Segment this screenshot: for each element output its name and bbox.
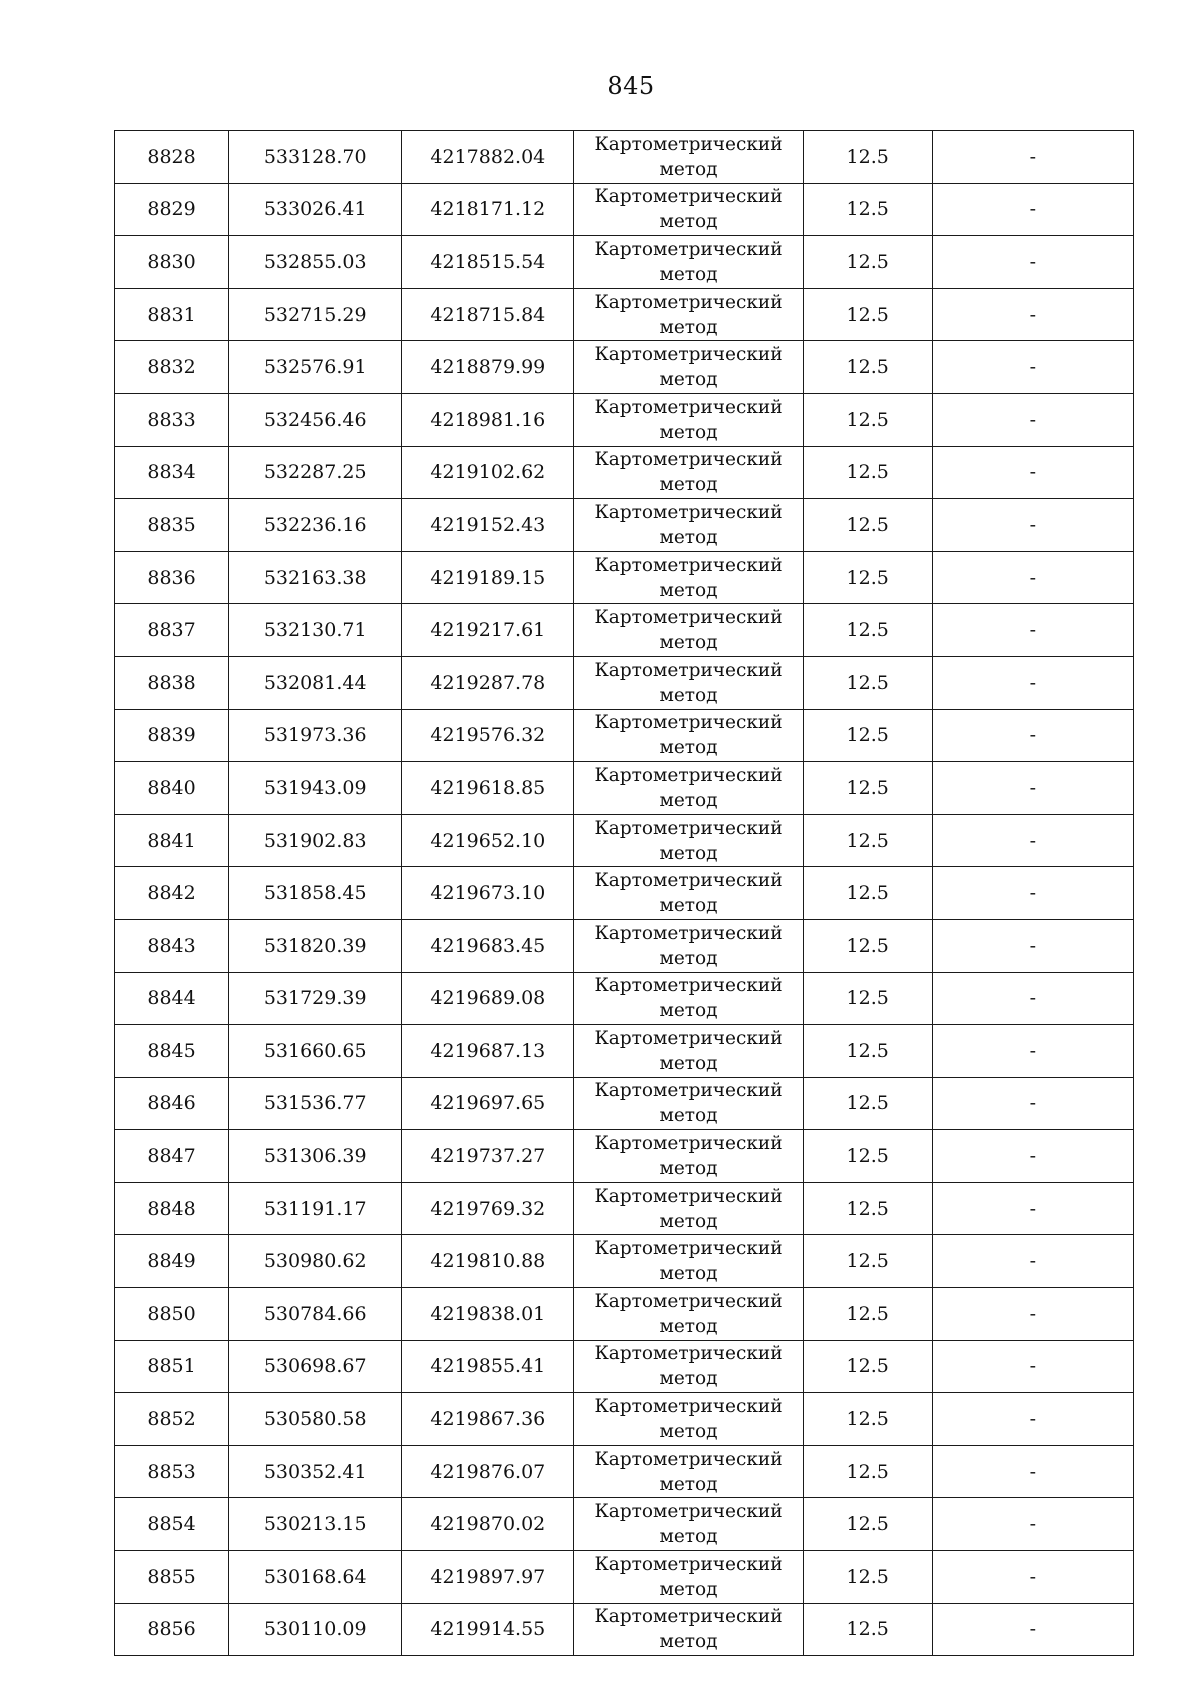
- x-coordinate-cell: 532163.38: [229, 551, 402, 604]
- point-number-cell: 8833: [115, 393, 229, 446]
- table-row: [115, 1603, 1134, 1656]
- method-line-2: метод: [659, 1000, 718, 1022]
- method-line-1: Картометрический: [594, 1343, 783, 1365]
- method-line-2: метод: [659, 421, 718, 443]
- method-line-2: метод: [659, 1263, 718, 1285]
- x-coordinate-cell: 530580.58: [229, 1393, 402, 1446]
- x-coordinate-cell: 532287.25: [229, 446, 402, 499]
- note-cell: -: [932, 1603, 1133, 1656]
- point-number-cell: 8842: [115, 867, 229, 920]
- table-row: [115, 656, 1134, 709]
- y-coordinate-cell: 4219217.61: [402, 604, 574, 657]
- method-line-1: Картометрический: [594, 1080, 783, 1102]
- method-line-2: метод: [659, 1631, 718, 1653]
- y-coordinate-cell: 4218981.16: [402, 393, 574, 446]
- y-coordinate-cell: 4219687.13: [402, 1025, 574, 1078]
- y-coordinate-cell: 4218879.99: [402, 341, 574, 394]
- point-number-cell: 8855: [115, 1551, 229, 1604]
- accuracy-cell: 12.5: [803, 1498, 932, 1551]
- method-line-1: Картометрический: [594, 1448, 783, 1470]
- method-line-1: Картометрический: [594, 449, 783, 471]
- method-line-2: метод: [659, 1105, 718, 1127]
- point-number-cell: 8828: [115, 131, 229, 184]
- y-coordinate-cell: 4219769.32: [402, 1182, 574, 1235]
- accuracy-cell: 12.5: [803, 1288, 932, 1341]
- method-line-1: Картометрический: [594, 291, 783, 313]
- point-number-cell: 8841: [115, 814, 229, 867]
- y-coordinate-cell: 4219689.08: [402, 972, 574, 1025]
- table-row: [115, 1551, 1134, 1604]
- x-coordinate-cell: 531943.09: [229, 762, 402, 815]
- method-line-1: Картометрический: [594, 238, 783, 260]
- table-row: [115, 236, 1134, 289]
- method-line-1: Картометрический: [594, 1553, 783, 1575]
- x-coordinate-cell: 530698.67: [229, 1340, 402, 1393]
- point-number-cell: 8832: [115, 341, 229, 394]
- y-coordinate-cell: 4219697.65: [402, 1077, 574, 1130]
- table-row: [115, 1445, 1134, 1498]
- point-number-cell: 8854: [115, 1498, 229, 1551]
- point-number-cell: 8848: [115, 1182, 229, 1235]
- table-row: [115, 1498, 1134, 1551]
- note-cell: -: [932, 1130, 1133, 1183]
- method-cell: [574, 762, 803, 815]
- note-cell: -: [932, 1025, 1133, 1078]
- accuracy-cell: 12.5: [803, 709, 932, 762]
- method-line-1: Картометрический: [594, 344, 783, 366]
- y-coordinate-cell: 4219855.41: [402, 1340, 574, 1393]
- x-coordinate-cell: 531191.17: [229, 1182, 402, 1235]
- method-line-1: Картометрический: [594, 922, 783, 944]
- x-coordinate-cell: 532855.03: [229, 236, 402, 289]
- method-line-1: Картометрический: [594, 870, 783, 892]
- table-row: [115, 288, 1134, 341]
- point-number-cell: 8843: [115, 919, 229, 972]
- x-coordinate-cell: 530352.41: [229, 1445, 402, 1498]
- y-coordinate-cell: 4218715.84: [402, 288, 574, 341]
- note-cell: -: [932, 393, 1133, 446]
- table-row: [115, 1182, 1134, 1235]
- method-cell: [574, 1130, 803, 1183]
- method-cell: [574, 1235, 803, 1288]
- method-line-2: метод: [659, 158, 718, 180]
- table-row: [115, 604, 1134, 657]
- method-line-1: Картометрический: [594, 1290, 783, 1312]
- method-line-2: метод: [659, 1052, 718, 1074]
- method-line-1: Картометрический: [594, 1501, 783, 1523]
- accuracy-cell: 12.5: [803, 131, 932, 184]
- note-cell: -: [932, 1288, 1133, 1341]
- method-line-1: Картометрический: [594, 764, 783, 786]
- point-number-cell: 8850: [115, 1288, 229, 1341]
- method-cell: [574, 1182, 803, 1235]
- method-line-1: Картометрический: [594, 133, 783, 155]
- point-number-cell: 8846: [115, 1077, 229, 1130]
- y-coordinate-cell: 4219618.85: [402, 762, 574, 815]
- y-coordinate-cell: 4219914.55: [402, 1603, 574, 1656]
- y-coordinate-cell: 4219102.62: [402, 446, 574, 499]
- method-line-2: метод: [659, 1421, 718, 1443]
- accuracy-cell: 12.5: [803, 183, 932, 236]
- method-cell: [574, 393, 803, 446]
- method-line-2: метод: [659, 632, 718, 654]
- y-coordinate-cell: 4219683.45: [402, 919, 574, 972]
- method-line-2: метод: [659, 1210, 718, 1232]
- accuracy-cell: 12.5: [803, 762, 932, 815]
- note-cell: -: [932, 1551, 1133, 1604]
- note-cell: -: [932, 1340, 1133, 1393]
- table-row: [115, 972, 1134, 1025]
- method-line-1: Картометрический: [594, 607, 783, 629]
- method-cell: [574, 867, 803, 920]
- y-coordinate-cell: 4219673.10: [402, 867, 574, 920]
- point-number-cell: 8830: [115, 236, 229, 289]
- method-line-1: Картометрический: [594, 1185, 783, 1207]
- table-row: [115, 814, 1134, 867]
- y-coordinate-cell: 4219189.15: [402, 551, 574, 604]
- method-cell: [574, 1025, 803, 1078]
- y-coordinate-cell: 4217882.04: [402, 131, 574, 184]
- y-coordinate-cell: 4219867.36: [402, 1393, 574, 1446]
- table-body: [115, 131, 1134, 1656]
- method-line-1: Картометрический: [594, 1238, 783, 1260]
- method-cell: [574, 1551, 803, 1604]
- table-row: [115, 1393, 1134, 1446]
- note-cell: -: [932, 131, 1133, 184]
- x-coordinate-cell: 531902.83: [229, 814, 402, 867]
- method-cell: [574, 656, 803, 709]
- accuracy-cell: 12.5: [803, 814, 932, 867]
- point-number-cell: 8840: [115, 762, 229, 815]
- point-number-cell: 8836: [115, 551, 229, 604]
- note-cell: -: [932, 1235, 1133, 1288]
- point-number-cell: 8845: [115, 1025, 229, 1078]
- note-cell: -: [932, 972, 1133, 1025]
- method-cell: [574, 236, 803, 289]
- method-line-1: Картометрический: [594, 659, 783, 681]
- method-line-1: Картометрический: [594, 1606, 783, 1628]
- point-number-cell: 8831: [115, 288, 229, 341]
- table-row: [115, 551, 1134, 604]
- x-coordinate-cell: 531660.65: [229, 1025, 402, 1078]
- method-line-1: Картометрический: [594, 396, 783, 418]
- x-coordinate-cell: 531306.39: [229, 1130, 402, 1183]
- point-number-cell: 8839: [115, 709, 229, 762]
- x-coordinate-cell: 530784.66: [229, 1288, 402, 1341]
- accuracy-cell: 12.5: [803, 1025, 932, 1078]
- note-cell: -: [932, 499, 1133, 552]
- table-row: [115, 1025, 1134, 1078]
- method-cell: [574, 341, 803, 394]
- accuracy-cell: 12.5: [803, 499, 932, 552]
- method-line-1: Картометрический: [594, 1133, 783, 1155]
- table-row: [115, 183, 1134, 236]
- method-line-1: Картометрический: [594, 1396, 783, 1418]
- accuracy-cell: 12.5: [803, 393, 932, 446]
- accuracy-cell: 12.5: [803, 604, 932, 657]
- method-line-2: метод: [659, 211, 718, 233]
- method-line-2: метод: [659, 842, 718, 864]
- x-coordinate-cell: 531973.36: [229, 709, 402, 762]
- accuracy-cell: 12.5: [803, 236, 932, 289]
- note-cell: -: [932, 1393, 1133, 1446]
- accuracy-cell: 12.5: [803, 919, 932, 972]
- accuracy-cell: 12.5: [803, 972, 932, 1025]
- method-cell: [574, 1288, 803, 1341]
- note-cell: -: [932, 867, 1133, 920]
- method-line-2: метод: [659, 579, 718, 601]
- method-line-2: метод: [659, 316, 718, 338]
- note-cell: -: [932, 1498, 1133, 1551]
- method-line-2: метод: [659, 947, 718, 969]
- x-coordinate-cell: 532715.29: [229, 288, 402, 341]
- method-cell: [574, 131, 803, 184]
- method-line-2: метод: [659, 526, 718, 548]
- method-line-1: Картометрический: [594, 817, 783, 839]
- y-coordinate-cell: 4219838.01: [402, 1288, 574, 1341]
- table-row: [115, 499, 1134, 552]
- page-number: 845: [607, 72, 655, 100]
- accuracy-cell: 12.5: [803, 1340, 932, 1393]
- note-cell: -: [932, 446, 1133, 499]
- note-cell: -: [932, 604, 1133, 657]
- accuracy-cell: 12.5: [803, 656, 932, 709]
- accuracy-cell: 12.5: [803, 288, 932, 341]
- method-cell: [574, 604, 803, 657]
- accuracy-cell: 12.5: [803, 551, 932, 604]
- method-line-2: метод: [659, 1158, 718, 1180]
- note-cell: -: [932, 341, 1133, 394]
- point-number-cell: 8853: [115, 1445, 229, 1498]
- x-coordinate-cell: 530168.64: [229, 1551, 402, 1604]
- table-row: [115, 709, 1134, 762]
- point-number-cell: 8849: [115, 1235, 229, 1288]
- x-coordinate-cell: 532130.71: [229, 604, 402, 657]
- y-coordinate-cell: 4219810.88: [402, 1235, 574, 1288]
- method-line-2: метод: [659, 1473, 718, 1495]
- point-number-cell: 8856: [115, 1603, 229, 1656]
- table-row: [115, 1288, 1134, 1341]
- method-line-2: метод: [659, 474, 718, 496]
- method-line-1: Картометрический: [594, 554, 783, 576]
- x-coordinate-cell: 531858.45: [229, 867, 402, 920]
- note-cell: -: [932, 1077, 1133, 1130]
- method-cell: [574, 288, 803, 341]
- x-coordinate-cell: 532236.16: [229, 499, 402, 552]
- x-coordinate-cell: 530110.09: [229, 1603, 402, 1656]
- table-row: [115, 131, 1134, 184]
- method-line-2: метод: [659, 737, 718, 759]
- x-coordinate-cell: 531536.77: [229, 1077, 402, 1130]
- method-line-2: метод: [659, 684, 718, 706]
- method-cell: [574, 1603, 803, 1656]
- method-cell: [574, 446, 803, 499]
- method-cell: [574, 919, 803, 972]
- note-cell: -: [932, 551, 1133, 604]
- x-coordinate-cell: 531729.39: [229, 972, 402, 1025]
- method-line-2: метод: [659, 1578, 718, 1600]
- method-cell: [574, 972, 803, 1025]
- x-coordinate-cell: 530213.15: [229, 1498, 402, 1551]
- table-row: [115, 341, 1134, 394]
- y-coordinate-cell: 4219576.32: [402, 709, 574, 762]
- method-cell: [574, 814, 803, 867]
- method-cell: [574, 551, 803, 604]
- point-number-cell: 8834: [115, 446, 229, 499]
- accuracy-cell: 12.5: [803, 1445, 932, 1498]
- table-row: [115, 1130, 1134, 1183]
- y-coordinate-cell: 4219897.97: [402, 1551, 574, 1604]
- x-coordinate-cell: 533128.70: [229, 131, 402, 184]
- accuracy-cell: 12.5: [803, 1130, 932, 1183]
- note-cell: -: [932, 919, 1133, 972]
- method-line-1: Картометрический: [594, 186, 783, 208]
- method-line-2: метод: [659, 895, 718, 917]
- y-coordinate-cell: 4219287.78: [402, 656, 574, 709]
- method-line-1: Картометрический: [594, 1027, 783, 1049]
- point-number-cell: 8837: [115, 604, 229, 657]
- note-cell: -: [932, 762, 1133, 815]
- accuracy-cell: 12.5: [803, 1603, 932, 1656]
- y-coordinate-cell: 4219652.10: [402, 814, 574, 867]
- method-cell: [574, 1445, 803, 1498]
- y-coordinate-cell: 4218515.54: [402, 236, 574, 289]
- method-cell: [574, 1393, 803, 1446]
- x-coordinate-cell: 531820.39: [229, 919, 402, 972]
- note-cell: -: [932, 709, 1133, 762]
- accuracy-cell: 12.5: [803, 446, 932, 499]
- table-row: [115, 1340, 1134, 1393]
- y-coordinate-cell: 4218171.12: [402, 183, 574, 236]
- accuracy-cell: 12.5: [803, 867, 932, 920]
- table-row: [115, 1077, 1134, 1130]
- method-line-1: Картометрический: [594, 975, 783, 997]
- method-line-2: метод: [659, 263, 718, 285]
- accuracy-cell: 12.5: [803, 1551, 932, 1604]
- method-cell: [574, 1340, 803, 1393]
- method-line-2: метод: [659, 369, 718, 391]
- note-cell: -: [932, 814, 1133, 867]
- method-cell: [574, 1077, 803, 1130]
- note-cell: -: [932, 288, 1133, 341]
- accuracy-cell: 12.5: [803, 1393, 932, 1446]
- table-row: [115, 1235, 1134, 1288]
- accuracy-cell: 12.5: [803, 1235, 932, 1288]
- y-coordinate-cell: 4219737.27: [402, 1130, 574, 1183]
- table-row: [115, 393, 1134, 446]
- point-number-cell: 8847: [115, 1130, 229, 1183]
- method-line-2: метод: [659, 1368, 718, 1390]
- note-cell: -: [932, 236, 1133, 289]
- note-cell: -: [932, 656, 1133, 709]
- table-row: [115, 919, 1134, 972]
- point-number-cell: 8851: [115, 1340, 229, 1393]
- method-line-1: Картометрический: [594, 501, 783, 523]
- method-cell: [574, 709, 803, 762]
- method-line-1: Картометрический: [594, 712, 783, 734]
- point-number-cell: 8838: [115, 656, 229, 709]
- method-line-2: метод: [659, 789, 718, 811]
- x-coordinate-cell: 532576.91: [229, 341, 402, 394]
- coordinates-table: [114, 130, 1134, 1656]
- method-line-2: метод: [659, 1315, 718, 1337]
- x-coordinate-cell: 532081.44: [229, 656, 402, 709]
- table-row: [115, 762, 1134, 815]
- table-row: [115, 446, 1134, 499]
- point-number-cell: 8852: [115, 1393, 229, 1446]
- method-line-2: метод: [659, 1526, 718, 1548]
- y-coordinate-cell: 4219152.43: [402, 499, 574, 552]
- x-coordinate-cell: 533026.41: [229, 183, 402, 236]
- method-cell: [574, 499, 803, 552]
- x-coordinate-cell: 530980.62: [229, 1235, 402, 1288]
- table-row: [115, 867, 1134, 920]
- note-cell: -: [932, 1445, 1133, 1498]
- point-number-cell: 8844: [115, 972, 229, 1025]
- y-coordinate-cell: 4219870.02: [402, 1498, 574, 1551]
- accuracy-cell: 12.5: [803, 341, 932, 394]
- method-cell: [574, 183, 803, 236]
- accuracy-cell: 12.5: [803, 1182, 932, 1235]
- point-number-cell: 8835: [115, 499, 229, 552]
- method-cell: [574, 1498, 803, 1551]
- note-cell: -: [932, 183, 1133, 236]
- y-coordinate-cell: 4219876.07: [402, 1445, 574, 1498]
- x-coordinate-cell: 532456.46: [229, 393, 402, 446]
- note-cell: -: [932, 1182, 1133, 1235]
- point-number-cell: 8829: [115, 183, 229, 236]
- accuracy-cell: 12.5: [803, 1077, 932, 1130]
